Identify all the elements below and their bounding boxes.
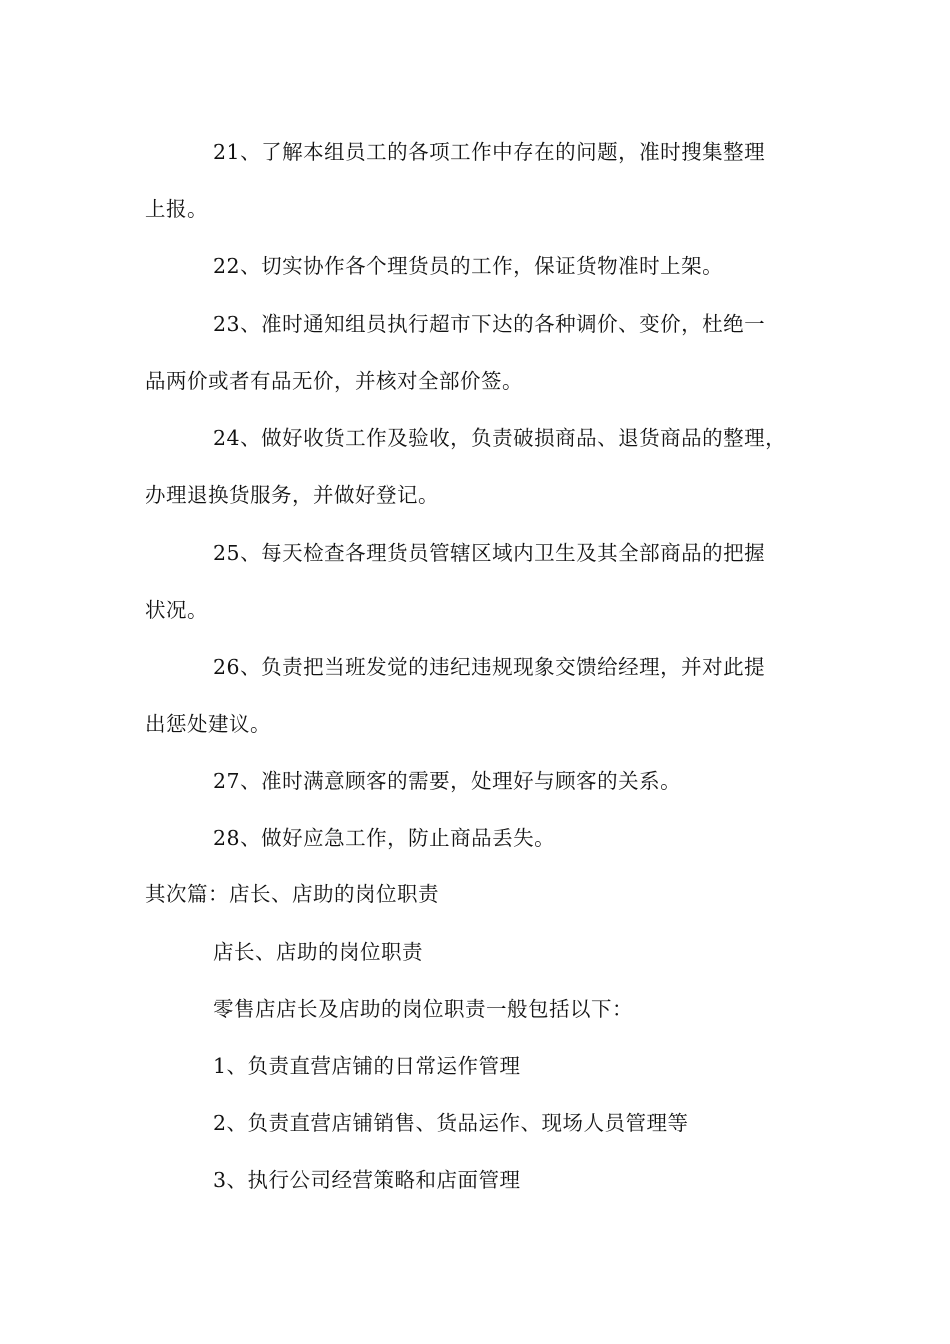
item-22: 22、切实协作各个理货员的工作，保证货物准时上架。 bbox=[213, 254, 724, 278]
item-28: 28、做好应急工作，防止商品丢失。 bbox=[213, 826, 556, 850]
item-27: 27、准时满意顾客的需要，处理好与顾客的关系。 bbox=[213, 769, 682, 793]
item-23-line-2: 品两价或者有品无价，并核对全部价签。 bbox=[145, 369, 523, 393]
item-21-line-1: 21、了解本组员工的各项工作中存在的问题，准时搜集整理 bbox=[213, 140, 766, 164]
item-21-line-2: 上报。 bbox=[145, 197, 208, 221]
item-24-line-1: 24、做好收货工作及验收，负责破损商品、退货商品的整理， bbox=[213, 426, 787, 450]
item-23-line-1: 23、准时通知组员执行超市下达的各种调价、变价，杜绝一 bbox=[213, 312, 766, 336]
item-25-line-1: 25、每天检查各理货员管辖区域内卫生及其全部商品的把握 bbox=[213, 541, 766, 565]
item-24-line-2: 办理退换货服务，并做好登记。 bbox=[145, 483, 439, 507]
duty-1: 1、负责直营店铺的日常运作管理 bbox=[213, 1054, 521, 1078]
duty-2: 2、负责直营店铺销售、货品运作、现场人员管理等 bbox=[213, 1111, 689, 1135]
duty-3: 3、执行公司经营策略和店面管理 bbox=[213, 1168, 521, 1192]
section-subtitle: 店长、店助的岗位职责 bbox=[213, 940, 423, 964]
item-26-line-2: 出惩处建议。 bbox=[145, 712, 271, 736]
intro-paragraph: 零售店店长及店助的岗位职责一般包括以下： bbox=[213, 997, 633, 1021]
section-heading: 其次篇：店长、店助的岗位职责 bbox=[145, 882, 439, 906]
item-25-line-2: 状况。 bbox=[145, 598, 208, 622]
item-26-line-1: 26、负责把当班发觉的违纪违规现象交馈给经理，并对此提 bbox=[213, 655, 766, 679]
